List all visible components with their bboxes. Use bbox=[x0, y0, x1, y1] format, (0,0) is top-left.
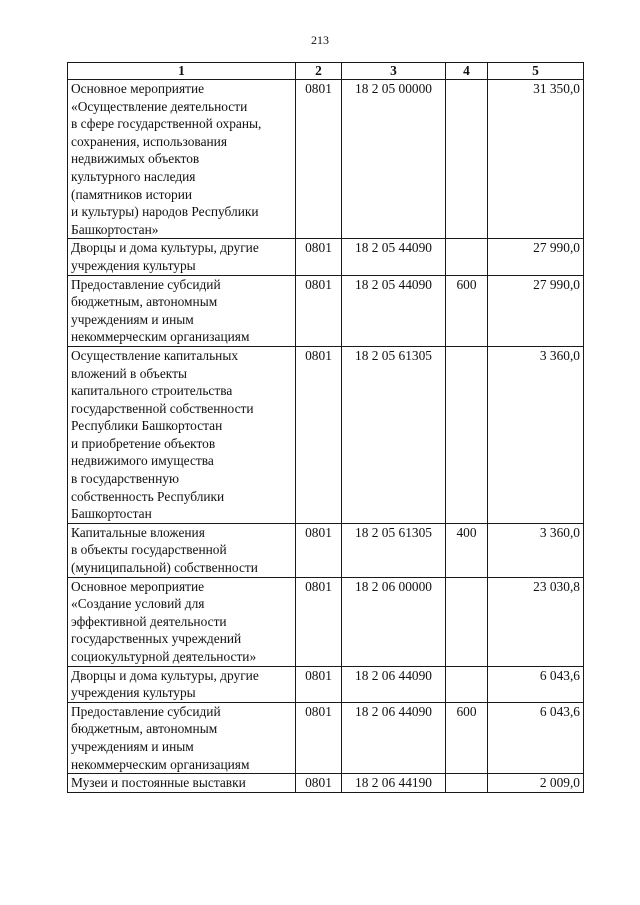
row-name-line: учреждениям и иным bbox=[71, 738, 194, 754]
row-name-line: «Осуществление деятельности bbox=[71, 98, 248, 114]
table-row bbox=[68, 666, 584, 702]
row-name-line: учреждения культуры bbox=[71, 257, 196, 273]
row-amount-cell: 27 990,0 bbox=[488, 239, 584, 275]
row-section-cell: 0801 bbox=[296, 346, 342, 523]
row-name-cell bbox=[68, 275, 296, 346]
row-amount-cell: 23 030,8 bbox=[488, 577, 584, 666]
row-type-cell bbox=[446, 666, 488, 702]
table-row bbox=[68, 275, 584, 346]
row-name-line: недвижимого имущества bbox=[71, 453, 214, 469]
row-amount-cell: 2 009,0 bbox=[488, 774, 584, 793]
row-name-line: «Создание условий для bbox=[71, 596, 205, 612]
row-name-line: Республики Башкортостан bbox=[71, 418, 223, 434]
row-target-cell: 18 2 05 00000 bbox=[342, 80, 446, 239]
header-col-5: 5 bbox=[488, 63, 584, 80]
row-target-cell: 18 2 05 61305 bbox=[342, 346, 446, 523]
row-target-cell: 18 2 05 44090 bbox=[342, 239, 446, 275]
row-target-cell: 18 2 05 44090 bbox=[342, 275, 446, 346]
row-target-cell: 18 2 06 00000 bbox=[342, 577, 446, 666]
row-name-line: в сфере государственной охраны, bbox=[71, 116, 262, 132]
row-name-line: в объекты государственной bbox=[71, 542, 227, 558]
row-name-line: Дворцы и дома культуры, другие bbox=[71, 667, 259, 683]
row-amount-cell: 3 360,0 bbox=[488, 346, 584, 523]
row-section-cell: 0801 bbox=[296, 577, 342, 666]
row-name-cell bbox=[68, 774, 296, 793]
row-name-line: некоммерческим организациям bbox=[71, 329, 250, 345]
row-target-cell: 18 2 06 44090 bbox=[342, 666, 446, 702]
row-target-cell: 18 2 05 61305 bbox=[342, 523, 446, 577]
row-amount-cell: 6 043,6 bbox=[488, 666, 584, 702]
header-col-4: 4 bbox=[446, 63, 488, 80]
table-row bbox=[68, 702, 584, 773]
row-name-line: государственной собственности bbox=[71, 400, 254, 416]
row-section-cell: 0801 bbox=[296, 702, 342, 773]
row-amount-cell: 27 990,0 bbox=[488, 275, 584, 346]
row-name-line: Капитальные вложения bbox=[71, 524, 205, 540]
row-name-line: социокультурной деятельности» bbox=[71, 649, 257, 664]
row-name-line: Предоставление субсидий bbox=[71, 703, 221, 719]
row-type-cell: 400 bbox=[446, 523, 488, 577]
row-name-line: государственных учреждений bbox=[71, 631, 242, 647]
row-name-cell bbox=[68, 666, 296, 702]
row-name-cell bbox=[68, 577, 296, 666]
header-col-2: 2 bbox=[296, 63, 342, 80]
row-amount-cell: 3 360,0 bbox=[488, 523, 584, 577]
table-row bbox=[68, 239, 584, 275]
row-name-line: (памятников истории bbox=[71, 186, 193, 202]
row-name-cell bbox=[68, 346, 296, 523]
row-name-line: бюджетным, автономным bbox=[71, 721, 218, 737]
row-type-cell bbox=[446, 239, 488, 275]
row-target-cell: 18 2 06 44190 bbox=[342, 774, 446, 793]
row-section-cell: 0801 bbox=[296, 666, 342, 702]
row-section-cell: 0801 bbox=[296, 275, 342, 346]
table-row bbox=[68, 774, 584, 793]
row-target-cell: 18 2 06 44090 bbox=[342, 702, 446, 773]
row-name-cell bbox=[68, 523, 296, 577]
row-name-line: Предоставление субсидий bbox=[71, 276, 221, 292]
table-body bbox=[68, 80, 584, 793]
row-section-cell: 0801 bbox=[296, 774, 342, 793]
row-type-cell bbox=[446, 80, 488, 239]
row-section-cell: 0801 bbox=[296, 80, 342, 239]
row-name-line: капитального строительства bbox=[71, 383, 233, 399]
row-name-line: Башкортостан bbox=[71, 506, 152, 522]
row-name-line: Дворцы и дома культуры, другие bbox=[71, 240, 259, 256]
row-name-cell bbox=[68, 80, 296, 239]
row-name-line: некоммерческим организациям bbox=[71, 756, 250, 772]
row-name-cell bbox=[68, 239, 296, 275]
row-amount-cell: 31 350,0 bbox=[488, 80, 584, 239]
row-name-line: вложений в объекты bbox=[71, 365, 187, 381]
row-name-line: сохранения, использования bbox=[71, 133, 228, 149]
row-section-cell: 0801 bbox=[296, 239, 342, 275]
row-type-cell bbox=[446, 774, 488, 793]
row-type-cell: 600 bbox=[446, 275, 488, 346]
row-name-line: в государственную bbox=[71, 471, 179, 487]
row-name-line: и приобретение объектов bbox=[71, 435, 216, 451]
row-amount-cell: 6 043,6 bbox=[488, 702, 584, 773]
row-name-line: и культуры) народов Республики bbox=[71, 204, 259, 220]
row-name-line: культурного наследия bbox=[71, 168, 196, 184]
row-type-cell bbox=[446, 346, 488, 523]
row-type-cell bbox=[446, 577, 488, 666]
row-name-line: Основное мероприятие bbox=[71, 578, 205, 594]
row-name-line: бюджетным, автономным bbox=[71, 294, 218, 310]
row-name-line: (муниципальной) собственности bbox=[71, 560, 258, 576]
row-name-line: недвижимых объектов bbox=[71, 151, 200, 167]
table-row bbox=[68, 80, 584, 239]
row-name-line: собственность Республики bbox=[71, 488, 225, 504]
header-col-1: 1 bbox=[68, 63, 296, 80]
budget-table bbox=[67, 62, 584, 793]
table-row bbox=[68, 346, 584, 523]
row-type-cell: 600 bbox=[446, 702, 488, 773]
table-header-row bbox=[68, 63, 584, 80]
row-name-cell bbox=[68, 702, 296, 773]
row-name-line: Музеи и постоянные выставки bbox=[71, 775, 246, 791]
row-name-line: Башкортостан» bbox=[71, 221, 159, 237]
row-name-line: эффективной деятельности bbox=[71, 613, 227, 629]
header-col-3: 3 bbox=[342, 63, 446, 80]
row-section-cell: 0801 bbox=[296, 523, 342, 577]
table-row bbox=[68, 523, 584, 577]
table-row bbox=[68, 577, 584, 666]
row-name-line: учреждениям и иным bbox=[71, 311, 194, 327]
row-name-line: Основное мероприятие bbox=[71, 81, 205, 96]
page-number: 213 bbox=[311, 33, 329, 47]
row-name-line: учреждения культуры bbox=[71, 685, 196, 701]
row-name-line: Осуществление капитальных bbox=[71, 347, 239, 363]
